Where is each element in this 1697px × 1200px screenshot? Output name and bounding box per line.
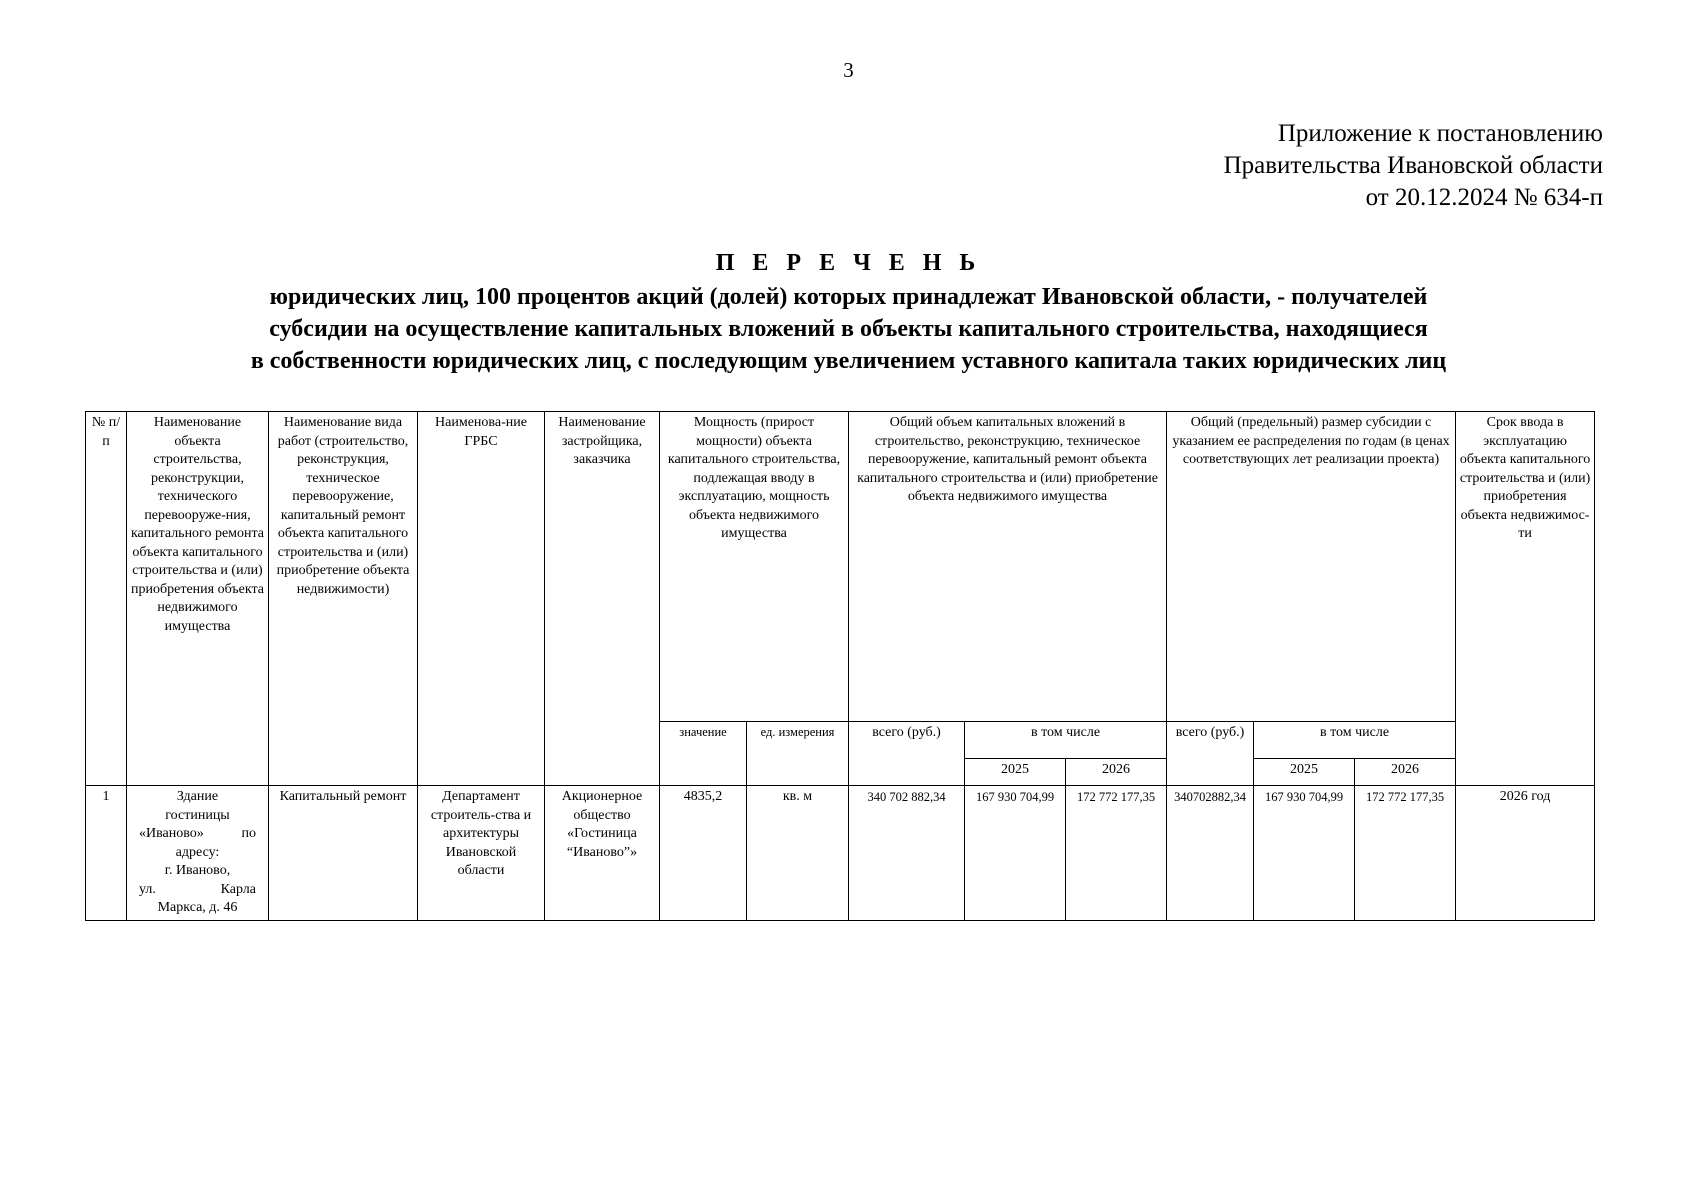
cell-num: 1 <box>86 786 127 921</box>
header-subsidy-including: в том числе <box>1254 722 1456 759</box>
cell-work-type: Капитальный ремонт <box>269 786 418 921</box>
cell-capacity-value: 4835,2 <box>660 786 747 921</box>
header-grbs: Наименова-ние ГРБС <box>418 412 545 786</box>
cell-investment-2026: 172 772 177,35 <box>1066 786 1167 921</box>
object-line-7: Маркса, д. 46 <box>157 900 238 915</box>
header-investment-including: в том числе <box>965 722 1167 759</box>
header-capacity: Мощность (прирост мощности) объекта капитального строительства, подлежащая вводу в эксплуатацию, мощность объекта недвижимого имущества <box>660 412 849 722</box>
header-num: № п/п <box>86 412 127 786</box>
recipients-table <box>85 411 1595 921</box>
header-investment-year-2026: 2026 <box>1066 759 1167 786</box>
table-header-row <box>86 412 1595 722</box>
document-title: П Е Р Е Ч Е Н Ь <box>715 250 982 276</box>
header-investment-total: всего (руб.) <box>849 722 965 786</box>
object-line-4: адресу: <box>175 844 220 860</box>
cell-developer: Акционерное общество «Гостиница “Иваново”» <box>545 786 660 921</box>
subtitle-line-3: в собственности юридических лиц, с последующим увеличением уставного капитала таких юридических лиц <box>250 348 1447 374</box>
subtitle-line-2: субсидии на осуществление капитальных вложений в объекты капитального строительства, находящиеся <box>269 316 1428 342</box>
object-line-3 <box>139 825 256 844</box>
cell-grbs: Департамент строитель-ства и архитектуры Ивановской области <box>418 786 545 921</box>
object-line-6b: Карла <box>220 881 256 897</box>
appendix-block <box>1224 118 1603 214</box>
header-subsidy-year-2025: 2025 <box>1254 759 1355 786</box>
header-developer: Наименование застройщика, заказчика <box>545 412 660 786</box>
object-line-5: г. Иваново, <box>164 863 231 878</box>
subtitle-line-1: юридических лиц, 100 процентов акций (долей) которых принадлежат Ивановской области, - получателей <box>269 284 1428 310</box>
header-deadline: Срок ввода в эксплуатацию объекта капитального строительства и (или) приобретения объекта недвижимос-ти <box>1456 412 1595 786</box>
object-line-6 <box>139 881 256 900</box>
cell-deadline: 2026 год <box>1456 786 1595 921</box>
object-line-2: гостиницы <box>165 807 230 823</box>
cell-subsidy-2025: 167 930 704,99 <box>1254 786 1355 921</box>
header-subsidy: Общий (предельный) размер субсидии с указанием ее распределения по годам (в ценах соответствующих лет реализации проекта) <box>1167 412 1456 722</box>
cell-object <box>127 786 269 921</box>
cell-subsidy-2026: 172 772 177,35 <box>1355 786 1456 921</box>
cell-investment-2025: 167 930 704,99 <box>965 786 1066 921</box>
cell-capacity-unit: кв. м <box>747 786 849 921</box>
header-work-type: Наименование вида работ (строительство, реконструкция, техническое перевооружение, капитальный ремонт объекта капитального строительства и (или) приобретение объекта недвижимости) <box>269 412 418 786</box>
cell-subsidy-total: 340702882,34 <box>1167 786 1254 921</box>
header-object: Наименование объекта строительства, реконструкции, технического перевооруже-ния, капитального ремонта объекта капитального строительства и (или) приобретения объекта недвижимого имущества <box>127 412 269 786</box>
object-line-3a: «Иваново» <box>139 826 204 841</box>
header-capacity-unit: ед. измерения <box>747 722 849 786</box>
object-line-1: Здание <box>176 789 219 804</box>
document-subtitle <box>90 281 1607 377</box>
object-line-3b: по <box>241 826 256 841</box>
page-number: 3 <box>843 58 854 82</box>
header-capacity-value: значение <box>660 722 747 786</box>
appendix-line-3: от 20.12.2024 № 634-п <box>1365 184 1603 211</box>
header-subsidy-year-2026: 2026 <box>1355 759 1456 786</box>
appendix-line-2: Правительства Ивановской области <box>1223 152 1603 179</box>
object-line-6a: ул. <box>139 881 156 897</box>
header-subsidy-total: всего (руб.) <box>1167 722 1254 786</box>
header-investment: Общий объем капитальных вложений в строительство, реконструкцию, техническое перевооружение, капитальный ремонт объекта капитального строительства и (или) приобретение объекта недвижимого имущества <box>849 412 1167 722</box>
cell-investment-total: 340 702 882,34 <box>849 786 965 921</box>
appendix-line-1: Приложение к постановлению <box>1277 120 1603 147</box>
header-investment-year-2025: 2025 <box>965 759 1066 786</box>
table-row <box>86 786 1595 921</box>
